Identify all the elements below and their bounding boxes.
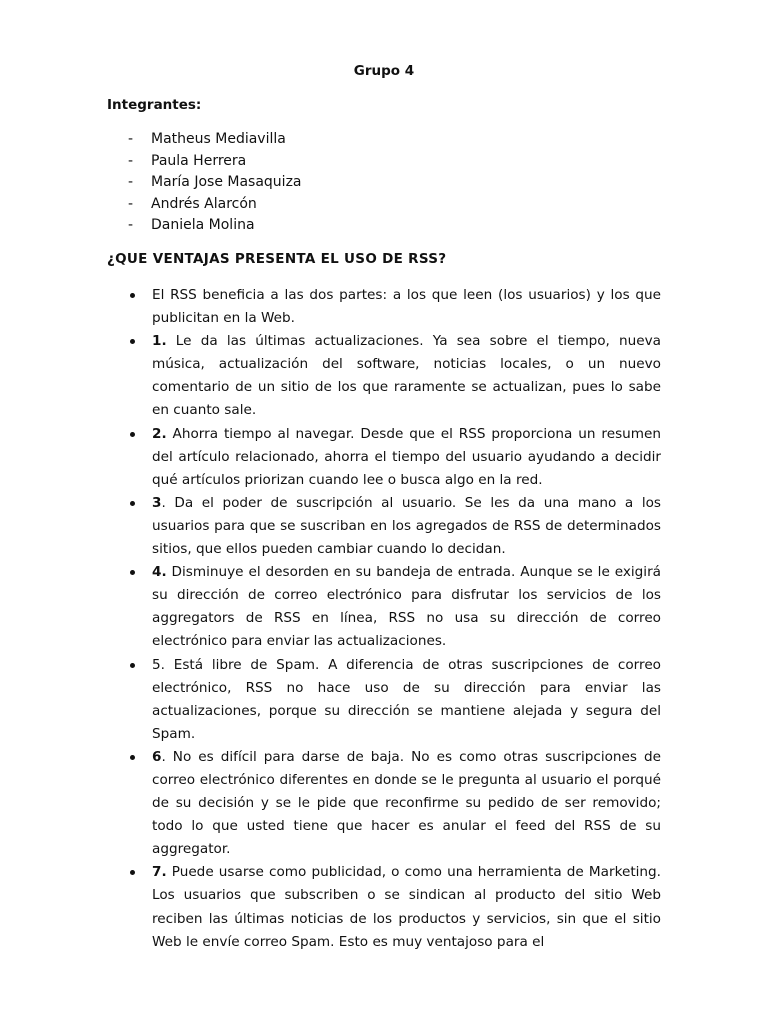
dash-marker: - [128,131,134,147]
item-text: 5. Está libre de Spam. A diferencia de otras suscripciones de correo electrónico, RSS no hace uso de su dirección para enviar las actualizaciones, porque su dirección se mantiene alejada y segura del Spam. [152,656,661,742]
advantages-list [128,284,661,954]
item-number: 3 [152,494,162,511]
item-text: Le da las últimas actualizaciones. Ya sea sobre el tiempo, nueva música, actualización del software, noticias locales, o un nuevo comentario de un sitio de los que raramente se actualizan, pues lo sabe en cuanto sale. [152,333,661,419]
members-list [128,129,302,237]
bullet-item [128,492,661,561]
member-name: Matheus Mediavilla [151,131,286,147]
item-number: 7. [152,864,167,881]
bullet-item [128,330,661,422]
item-text: Puede usarse como publicidad, o como una herramienta de Marketing. Los usuarios que subscriben o se sindican al producto del sitio Web reciben las últimas noticias de los productos y servicios, sin que el sitio Web le envíe correo Spam. Esto es muy ventajoso para el [152,864,661,950]
item-number: 1. [152,333,167,350]
list-item [128,129,302,151]
bullet-item [128,284,661,330]
item-text: El RSS beneficia a las dos partes: a los que leen (los usuarios) y los que publicitan en la Web. [152,287,661,327]
list-item [128,194,302,216]
bullet-item [128,561,661,653]
member-name: Andrés Alarcón [151,195,257,212]
member-name: María Jose Masaquiza [151,174,302,191]
section-heading: ¿QUE VENTAJAS PRESENTA EL USO DE RSS? [107,251,447,267]
item-text: Disminuye el desorden en su bandeja de entrada. Aunque se le exigirá su dirección de correo electrónico para disfrutar los servicios de los aggregators de RSS en línea, RSS no usa su dirección de correo electrónico para enviar las actualizaciones. [152,564,661,650]
list-item [128,215,302,237]
bullet-item [128,654,661,746]
bullet-item [128,746,661,861]
list-item [128,172,302,194]
dash-marker: - [128,152,134,169]
bullet-item [128,861,661,953]
dash-marker: - [128,195,134,212]
bullet-item [128,423,661,492]
dash-marker: - [128,174,134,191]
list-item [128,151,302,173]
member-name: Paula Herrera [151,152,247,169]
item-number: 4. [152,564,167,581]
members-label: Integrantes: [107,97,202,113]
member-name: Daniela Molina [151,217,255,234]
item-number: 2. [152,425,167,442]
item-text: . No es difícil para darse de baja. No es como otras suscripciones de correo electrónico diferentes en donde se le pregunta al usuario el porqué de su decisión y se le pide que reconfirme su pedido de ser removido; todo lo que usted tiene que hacer es anular el feed del RSS de su aggregator. [152,748,661,858]
item-number: 6 [152,748,162,765]
dash-marker: - [128,217,134,234]
item-text: Ahorra tiempo al navegar. Desde que el RSS proporciona un resumen del artículo relacionado, ahorra el tiempo del usuario ayudando a decidir qué artículos priorizan cuando lee o busca algo en la red. [152,425,661,488]
page-title: Grupo 4 [353,63,415,79]
item-text: . Da el poder de suscripción al usuario. Se les da una mano a los usuarios para que se suscriban en los agregados de RSS de determinados sitios, que ellos pueden cambiar cuando lo decidan. [152,494,661,558]
